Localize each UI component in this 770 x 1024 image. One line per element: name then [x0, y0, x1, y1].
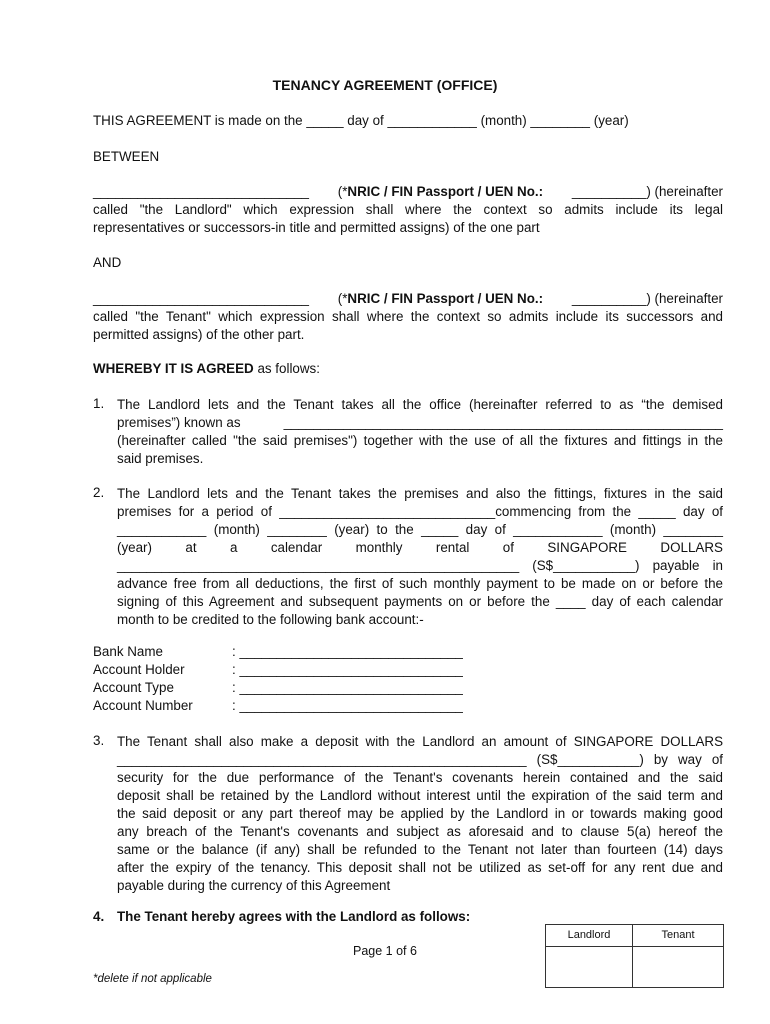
landlord-line-3: representatives or successors-in title and permitted assigns) of the one part — [93, 220, 540, 235]
whereby-rest: as follows: — [253, 361, 320, 376]
landlord-id-rest: __________) (hereinafter — [571, 184, 723, 199]
clause-1-line-3: (hereinafter called "the said premises") together with the use of all the fixtures and fittings in the — [117, 433, 723, 448]
tenant-line-2-text: called "the Tenant" which expression shall where the context so admits include its successors and — [93, 309, 723, 324]
clause-2-line-4 — [117, 539, 723, 557]
account-number-label: Account Number — [93, 698, 193, 713]
account-type-field: : ______________________________ — [232, 680, 463, 695]
clause-2-line-6: advance free from all deductions, the first of such monthly payment to be made on or before the — [117, 576, 723, 591]
clause-3-line-6: any breach of the Tenant's covenants and subject as aforesaid and to clause 5(a) hereof the — [117, 824, 723, 839]
and-label: AND — [93, 255, 122, 270]
clause-3-line-4: deposit shall be retained by the Landlord without interest until the expiration of the said term and — [117, 788, 723, 803]
clause-2-line-3: ____________ (month) ________ (year) to the _____ day of ____________ (month) ________ — [117, 522, 723, 537]
landlord-line-2 — [93, 201, 723, 219]
clause-2-word: a — [229, 540, 238, 555]
clause-2-line-2: premises for a period of _____________________________commencing from the _____ day of — [117, 504, 723, 519]
between-label: BETWEEN — [93, 149, 160, 164]
landlord-id-open: (* — [337, 184, 348, 199]
clause-2-word: at — [185, 540, 197, 555]
account-number-field: : ______________________________ — [232, 698, 463, 713]
clause-2-word: rental — [435, 540, 470, 555]
account-type-label: Account Type — [93, 680, 174, 695]
clause-2-number: 2. — [93, 485, 105, 500]
landlord-line-2-text: called "the Landlord" which expression shall where the context so admits include its legal — [93, 202, 723, 217]
clause-2-line-5: ______________________________________________________ (S$___________) payable in — [117, 558, 723, 573]
clause-3-number: 3. — [93, 733, 105, 748]
landlord-id-line — [93, 183, 723, 201]
clause-3-line-7: same or the balance (if any) shall be refunded to the Tenant not later than fourteen (14) days — [117, 842, 723, 857]
bank-name-field: : ______________________________ — [232, 644, 463, 659]
clause-3-line-8: after the expiry of the tenancy. This deposit shall not be utilized as set-off for any rent due and — [117, 860, 723, 875]
clause-1-line-4: said premises. — [117, 451, 204, 466]
clause-3-line-9: payable during the currency of this Agreement — [117, 878, 391, 893]
clause-1-known-as: premises”) known as — [117, 415, 241, 430]
clause-2-word: (year) — [117, 540, 152, 555]
clause-1 — [117, 396, 723, 468]
initials-tenant-label: Tenant — [661, 929, 695, 941]
clause-4-number: 4. — [93, 909, 105, 924]
clause-4-heading: The Tenant hereby agrees with the Landlord as follows: — [117, 909, 471, 924]
tenant-id-type: NRIC / FIN Passport / UEN No.: — [347, 291, 544, 306]
tenant-name-blank: _____________________________ — [93, 291, 309, 306]
whereby-bold: WHEREBY IT IS AGREED — [93, 361, 254, 376]
page-number: Page 1 of 6 — [353, 944, 417, 958]
clause-3-line-5: the said deposit or any part thereof may be applied by the Landlord in or towards making good — [117, 806, 723, 821]
clause-2-word: of — [502, 540, 514, 555]
initials-landlord-label: Landlord — [567, 929, 611, 941]
clause-2-line-1: The Landlord lets and the Tenant takes the premises and also the fittings, fixtures in the said — [117, 486, 723, 501]
whereby-line — [93, 361, 723, 376]
clause-1-line-2 — [117, 414, 723, 432]
landlord-id-label — [338, 183, 543, 201]
footnote: *delete if not applicable — [93, 973, 212, 985]
clause-3-line-3: security for the due performance of the Tenant's covenants herein contained and the said — [117, 770, 723, 785]
clause-1-premises-blank: ___________________________________________________________ — [283, 415, 723, 430]
clause-3-line-1: The Tenant shall also make a deposit with the Landlord an amount of SINGAPORE DOLLARS — [117, 734, 723, 749]
clause-2-line-8: month to be credited to the following bank account:- — [117, 612, 424, 627]
tenant-id-label — [338, 290, 543, 308]
clause-2-line-7: signing of this Agreement and subsequent payments on or before the ____ day of each calendar — [117, 594, 723, 609]
account-holder-field: : ______________________________ — [232, 662, 463, 677]
landlord-block — [93, 183, 723, 237]
clause-1-number: 1. — [93, 396, 105, 411]
clause-3-line-2: _______________________________________________________ (S$___________) by way of — [117, 752, 723, 767]
bank-name-label: Bank Name — [93, 644, 163, 659]
tenant-id-line — [93, 290, 723, 308]
landlord-name-blank: _____________________________ — [93, 184, 309, 199]
clause-3 — [117, 733, 723, 895]
landlord-id-type: NRIC / FIN Passport / UEN No.: — [347, 184, 544, 199]
document-title: TENANCY AGREEMENT (OFFICE) — [272, 77, 498, 93]
tenant-block — [93, 290, 723, 344]
clause-2-word: calendar — [270, 540, 323, 555]
clause-1-line-1: The Landlord lets and the Tenant takes all the office (hereinafter referred to as “the demised — [117, 397, 723, 412]
clause-2-word: SINGAPORE — [547, 540, 627, 555]
tenant-line-2 — [93, 308, 723, 326]
clause-2-word: DOLLARS — [660, 540, 723, 555]
clause-2-word: monthly — [355, 540, 403, 555]
agreement-date-line: THIS AGREEMENT is made on the _____ day of ____________ (month) ________ (year) — [93, 113, 629, 128]
account-holder-label: Account Holder — [93, 662, 185, 677]
tenant-id-rest: __________) (hereinafter — [571, 291, 723, 306]
tenant-id-open: (* — [337, 291, 348, 306]
clause-2 — [117, 485, 723, 629]
tenant-line-3: permitted assigns) of the other part. — [93, 327, 305, 342]
